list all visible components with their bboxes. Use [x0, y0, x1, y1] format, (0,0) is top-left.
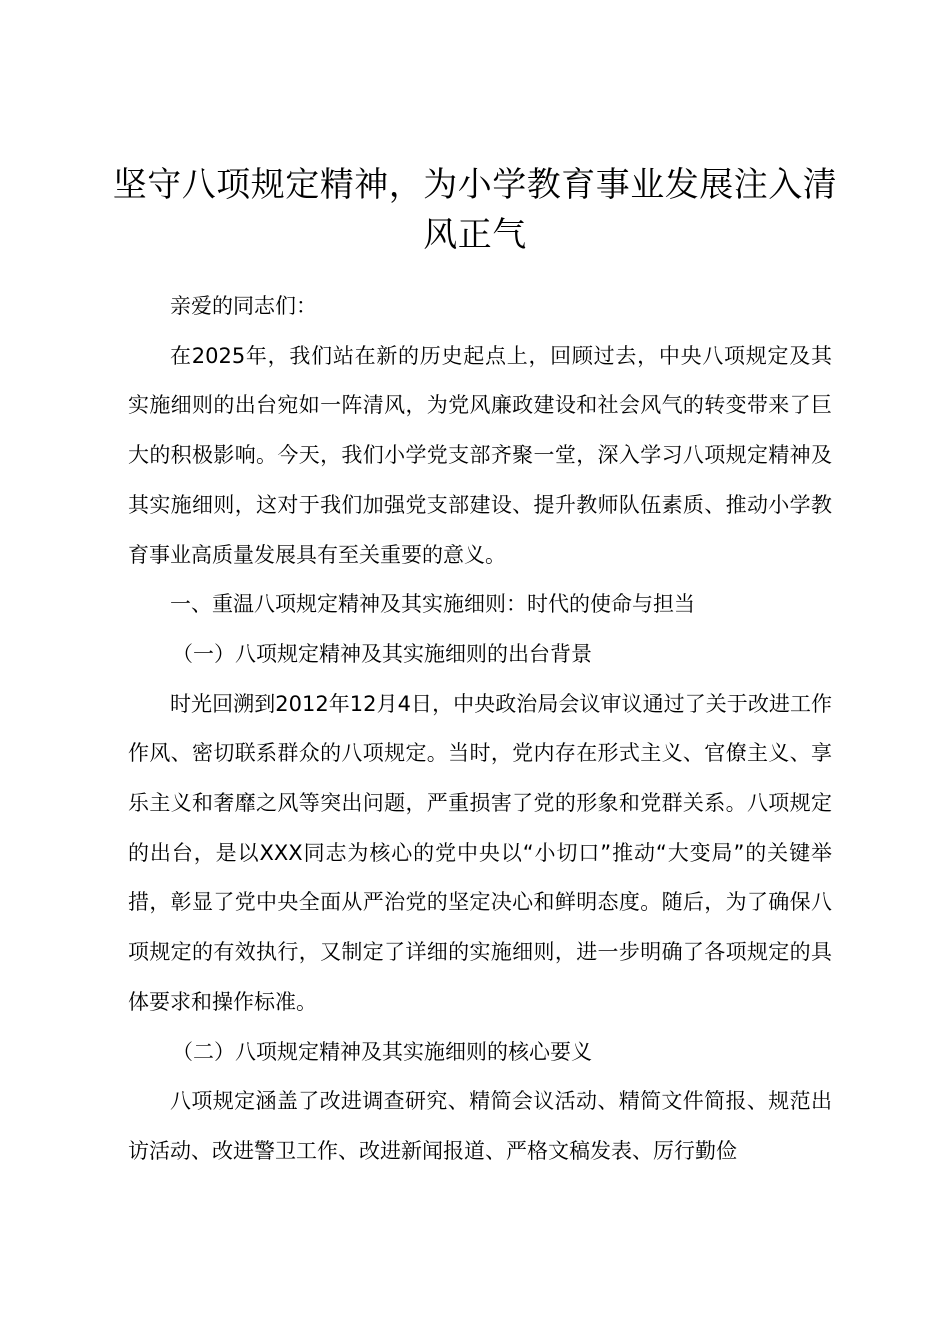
paragraph-core: 八项规定涵盖了改进调查研究、精简会议活动、精简文件简报、规范出访活动、改进警卫工作、改进新闻报道、严格文稿发表、厉行勤俭 — [128, 1089, 832, 1163]
paragraph-background: 时光回溯到2012年12月4日，中央政治局会议审议通过了关于改进工作作风、密切联系群众的八项规定。当时，党内存在形式主义、官僚主义、享乐主义和奢靡之风等突出问题，严重损害了党的形象和党群关系。八项规定的出台，是以XXX同志为核心的党中央以“小切口”推动“大变局”的关键举措，彰显了党中央全面从严治党的坚定决心和鲜明态度。随后，为了确保八项规定的有效执行，又制定了详细的实施细则，进一步明确了各项规定的具体要求和操作标准。 — [128, 691, 832, 1014]
subsection-heading-2: （二）八项规定精神及其实施细则的核心要义 — [172, 1039, 592, 1064]
section-heading-1: 一、重温八项规定精神及其实施细则：时代的使命与担当 — [170, 592, 695, 617]
salutation: 亲爱的同志们： — [170, 294, 317, 318]
document-title: 坚守八项规定精神，为小学教育事业发展注入清风正气 — [112, 165, 838, 255]
paragraph-intro: 在2025年，我们站在新的历史起点上，回顾过去，中央八项规定及其实施细则的出台宛如一阵清风，为党风廉政建设和社会风气的转变带来了巨大的积极影响。今天，我们小学党支部齐聚一堂，深入学习八项规定精神及其实施细则，这对于我们加强党支部建设、提升教师队伍素质、推动小学教育事业高质量发展具有至关重要的意义。 — [128, 343, 832, 567]
subsection-heading-1: （一）八项规定精神及其实施细则的出台背景 — [172, 641, 592, 666]
document-body — [128, 282, 832, 1177]
